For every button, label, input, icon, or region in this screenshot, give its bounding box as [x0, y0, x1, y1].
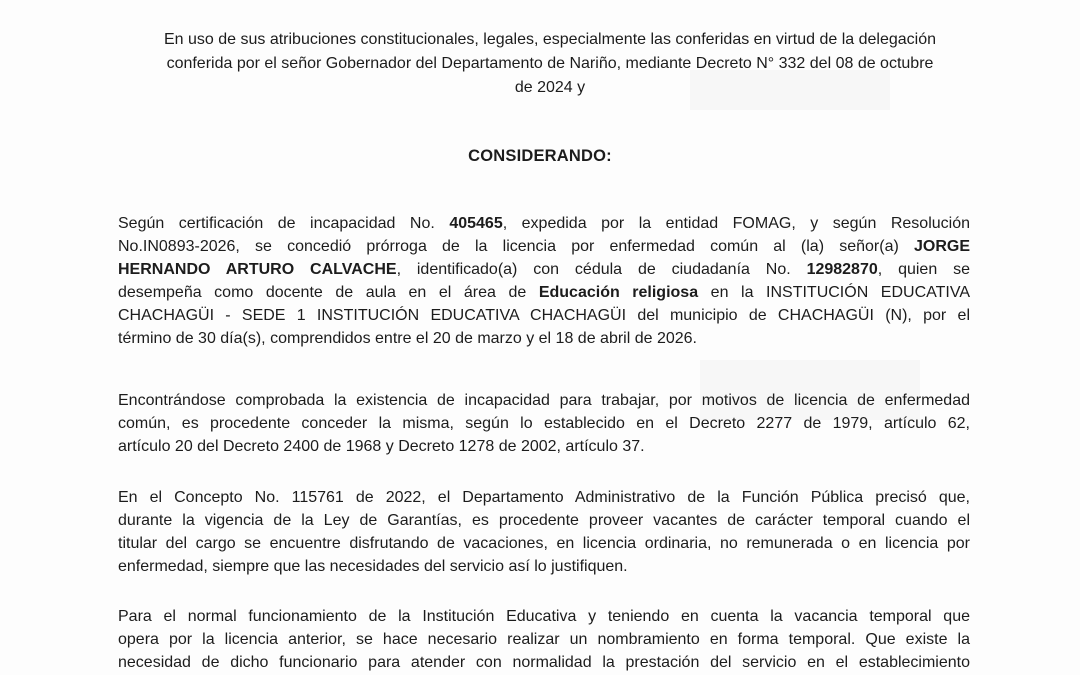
paragraph-certificacion: [118, 212, 970, 350]
paragraph-line: enfermedad, siempre que las necesidades del servicio así lo justifiquen.: [118, 558, 628, 575]
intro-line: de 2024 y: [514, 79, 586, 96]
text-span: , expedida por la entidad FOMAG, y según Resolución: [502, 215, 971, 232]
section-heading: CONSIDERANDO:: [468, 147, 612, 165]
paragraph-line: durante la vigencia de la Ley de Garantías, es procedente proveer vacantes de carácter temporal cuando el: [118, 512, 970, 529]
text-span: desempeña como docente de aula en el área de: [118, 284, 539, 301]
paragraph-line: término de 30 día(s), comprendidos entre el 20 de marzo y el 18 de abril de 2026.: [118, 330, 697, 347]
paragraph-concepto: [118, 486, 970, 578]
certificate-number: 405465: [449, 215, 503, 232]
intro-line: conferida por el señor Gobernador del Departamento de Nariño, mediante Decreto N° 332 del 08 de octubre: [166, 55, 934, 72]
paragraph-line: [118, 258, 970, 281]
text-span: en la INSTITUCIÓN EDUCATIVA: [698, 284, 971, 301]
subject-area: Educación religiosa: [538, 284, 699, 301]
text-span: , identificado(a) con cédula de ciudadanía No.: [396, 261, 807, 278]
paragraph-line: Para el normal funcionamiento de la Institución Educativa y teniendo en cuenta la vacancia temporal que: [118, 608, 970, 625]
paragraph-line: artículo 20 del Decreto 2400 de 1968 y Decreto 1278 de 2002, artículo 37.: [118, 438, 645, 455]
text-span: Según certificación de incapacidad No.: [118, 215, 450, 232]
person-name: JORGE: [913, 238, 970, 255]
id-number: 12982870: [806, 261, 878, 278]
text-span: , quien se: [877, 261, 970, 278]
paragraph-funcionamiento: [118, 605, 970, 674]
paragraph-line: En el Concepto No. 115761 de 2022, el Departamento Administrativo de la Función Pública precisó que,: [118, 489, 970, 506]
intro-paragraph: [120, 28, 980, 100]
paragraph-line: Encontrándose comprobada la existencia de incapacidad para trabajar, por motivos de licencia de enfermedad: [118, 392, 970, 409]
paragraph-line: [118, 281, 970, 304]
person-name: HERNANDO ARTURO CALVACHE: [118, 261, 397, 278]
paragraph-line: común, es procedente conceder la misma, según lo establecido en el Decreto 2277 de 1979, artículo 62,: [118, 415, 970, 432]
paragraph-incapacidad: [118, 389, 970, 458]
paragraph-line: opera por la licencia anterior, se hace necesario realizar un nombramiento en forma temporal. Que existe la: [118, 631, 970, 648]
paragraph-line: necesidad de dicho funcionario para atender con normalidad la prestación del servicio en el establecimiento: [118, 654, 970, 671]
intro-line: En uso de sus atribuciones constitucionales, legales, especialmente las conferidas en virtud de la delegación: [163, 31, 937, 48]
paragraph-line: [118, 212, 970, 235]
paragraph-line: CHACHAGÜI - SEDE 1 INSTITUCIÓN EDUCATIVA CHACHAGÜI del municipio de CHACHAGÜI (N), por el: [118, 307, 970, 324]
paragraph-line: [118, 235, 970, 258]
paragraph-line: titular del cargo se encuentre disfrutando de vacaciones, en licencia ordinaria, no remunerada o en licencia por: [118, 535, 970, 552]
text-span: No.IN0893-2026, se concedió prórroga de la licencia por enfermedad común al (la) señor(a): [118, 238, 914, 255]
